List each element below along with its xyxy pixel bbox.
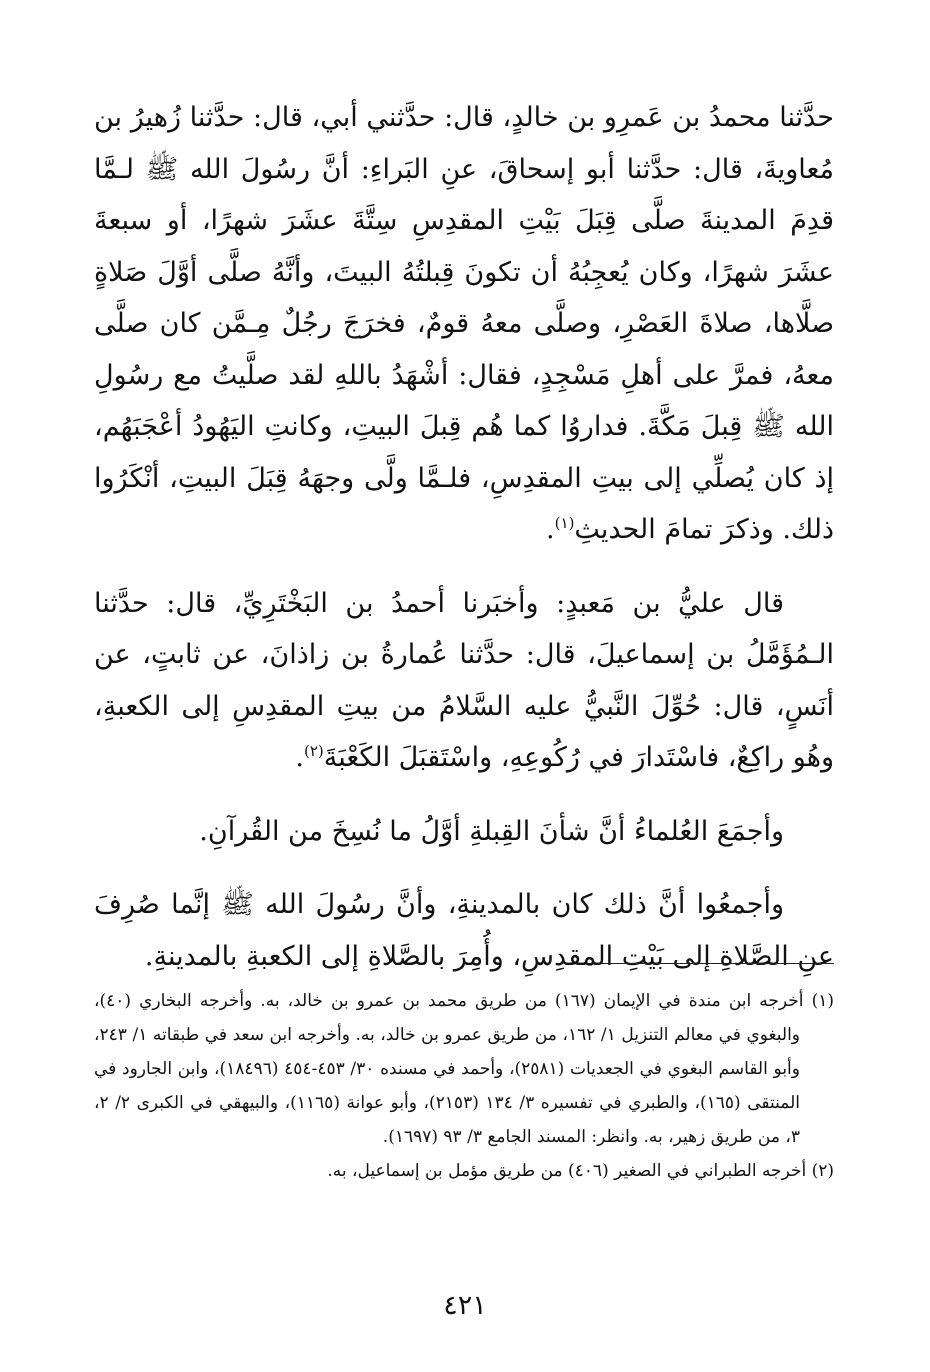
paragraph-1: حدَّثنا محمدُ بن عَمرِو بن خالدٍ، قال: حدَّثني أبي، قال: حدَّثنا زُهيرُ بن مُعاويةَ، قال: حدَّثنا أبو إسحاقَ، عنِ البَراءِ: أنَّ رسُولَ الله ﷺ لـمَّا قدِمَ المدينةَ صلَّى قِبَلَ بَيْتِ المقدِسِ سِتَّةَ عشَرَ شهرًا، أو سبعةَ عشَرَ شهرًا، وكان يُعجِبُهُ أن تكونَ قِبلتُهُ البيتَ، وأنَّهُ صلَّى أوَّلَ صَلاةٍ صلَّاها، صلاةَ العَصْرِ، وصلَّى معهُ قومٌ، فخرَجَ رجُلٌ مِـمَّن كان صلَّى معهُ، فمرَّ على أهلِ مَسْجِدٍ، فقال: أشْهَدُ باللهِ لقد صلَّيتُ مع رسُولِ الله ﷺ قِبلَ مَكَّةَ. فداروُا كما هُم قِبلَ البيتِ، وكانتِ اليَهُودُ أعْجَبَهُم، إذ كان يُصلِّي إلى بيتِ المقدِسِ، فلـمَّا ولَّى وجهَهُ قِبَلَ البيتِ، أنْكَرُوا ذلك. وذكرَ تمامَ الحديثِ$^{(١)}$. bbox=[94, 102, 834, 545]
footnotes bbox=[94, 984, 834, 1188]
paragraph-4: وأجمعُوا أنَّ ذلك كان بالمدينةِ، وأنَّ رسُولَ الله ﷺ إنَّما صُرِفَ عنِ الصَّلاةِ إلى بَيْتِ المقدِسِ، وأُمِرَ بالصَّلاةِ إلى الكعبةِ بالمدينةِ. bbox=[94, 889, 834, 972]
main-text bbox=[94, 92, 834, 982]
footnote-separator bbox=[589, 963, 834, 964]
footnote-ref-2[interactable]: (٢) bbox=[304, 742, 324, 760]
paragraph-2: قال عليُّ بن مَعبدٍ: وأخبَرنا أحمدُ بن البَخْتَرِيِّ، قال: حدَّثنا الـمُؤَمَّلُ بن إسماعيلَ، قال: حدَّثنا عُمارةُ بن زاذانَ، عن ثابتٍ، عن أنَسٍ، قال: حُوِّلَ النَّبيُّ عليه السَّلامُ من بيتِ المقدِسِ إلى الكعبةِ، وهُو راكِعٌ، فاسْتَدارَ في رُكُوعِهِ، واسْتَقبَلَ الكَعْبَةَ$^{(٢)}$. bbox=[94, 587, 834, 773]
paragraph-3: وأجمَعَ العُلماءُ أنَّ شأنَ القِبلةِ أوَّلُ ما نُسِخَ من القُرآنِ. bbox=[199, 815, 784, 847]
footnote-2: (٢) أخرجه الطبراني في الصغير (٤٠٦) من طريق مؤمل بن إسماعيل، به. bbox=[327, 1161, 834, 1181]
footnote-ref-1[interactable]: (١) bbox=[554, 514, 575, 532]
page-number: ٤٢١ bbox=[443, 1290, 487, 1321]
footnote-1: (١) أخرجه ابن مندة في الإيمان (١٦٧) من طريق محمد بن عمرو بن خالد، به. وأخرجه البخاري (٤٠)، والبغوي في معالم التنزيل ١/ ١٦٢، من طريق عمرو بن خالد، به. وأخرجه ابن سعد في طبقاته ١/ ٢٤٣، وأبو القاسم البغوي في الجعديات (٢٥٨١)، وأحمد في مسنده ٣٠/ ٤٥٣-٤٥٤ (١٨٤٩٦)، وابن الجارود في المنتقى (١٦٥)، والطبري في تفسيره ٣/ ١٣٤ (٢١٥٣)، وأبو عوانة (١١٦٥)، والبيهقي في الكبرى ٢/ ٢، ٣، من طريق زهير، به. وانظر: المسند الجامع ٣/ ٩٣ (١٦٩٧). bbox=[94, 991, 834, 1147]
